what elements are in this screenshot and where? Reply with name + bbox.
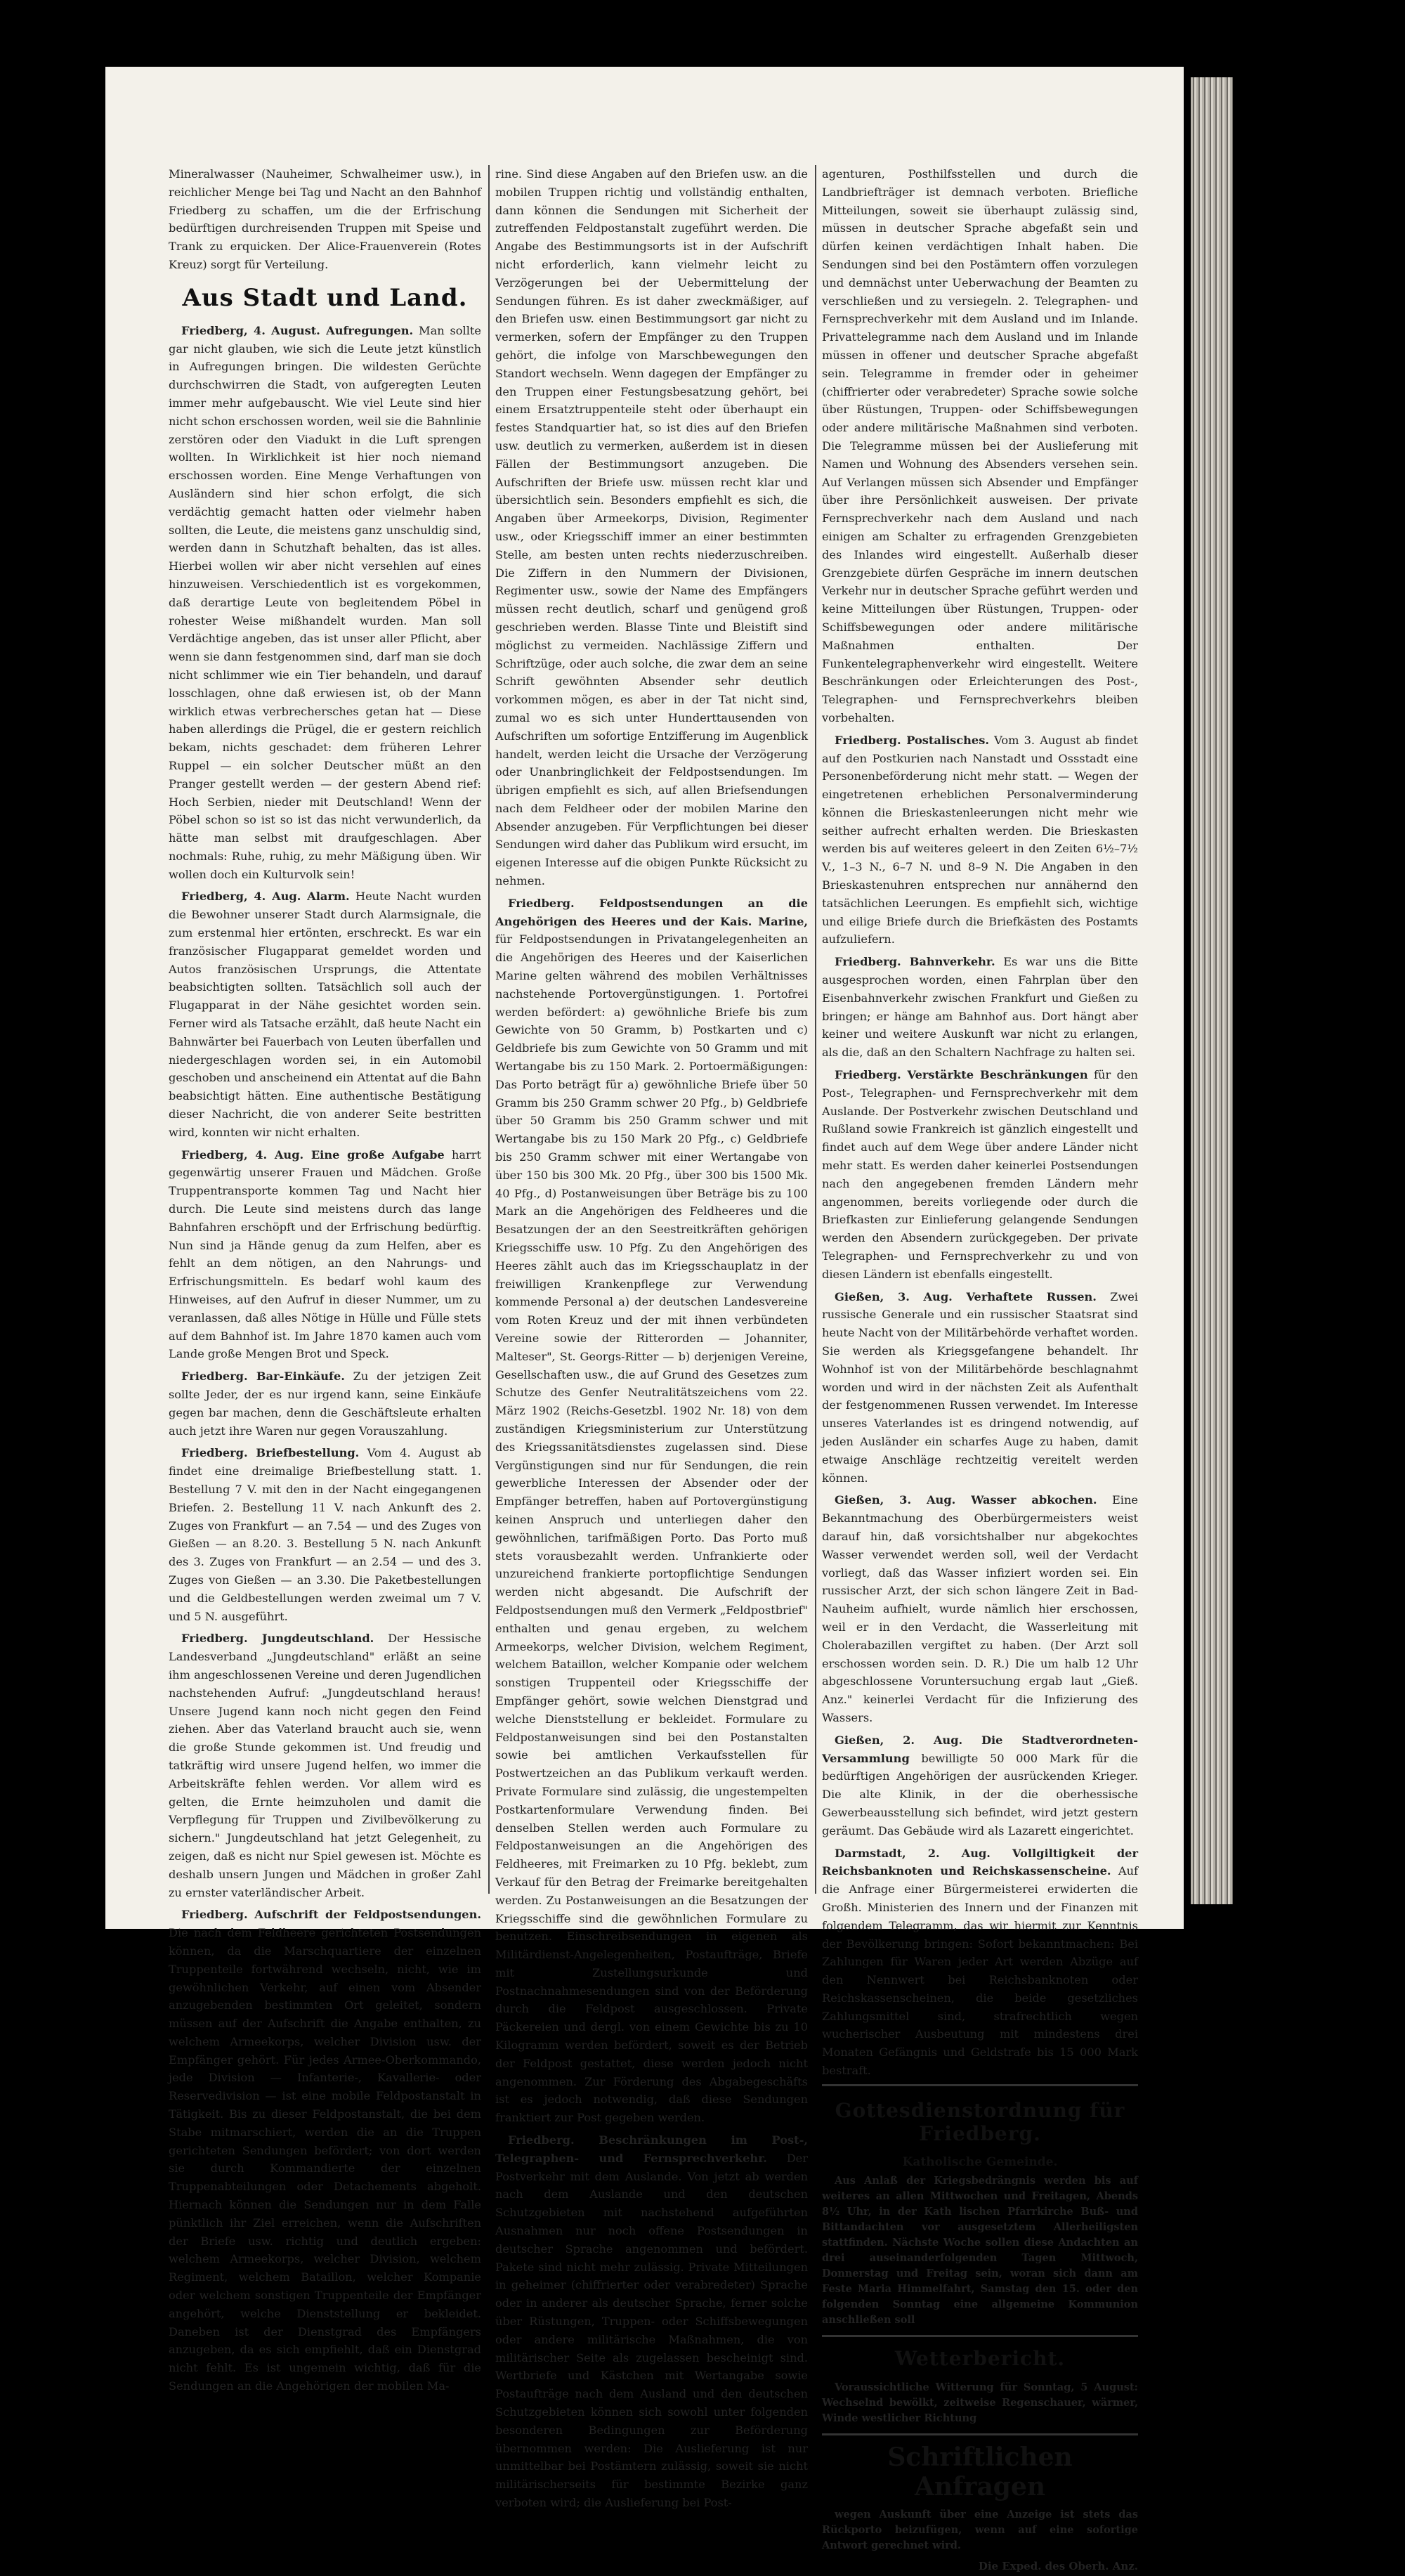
section-title: Aus Stadt und Land. [182,283,468,312]
church-title: Gottesdienstordnung für Friedberg. [835,2098,1125,2145]
inquiry-text: wegen Auskunft über eine Anzeige ist stets das Rückporto beizufügen, wenn auf eine sofortige Antwort gerechnet wird. [822,2508,1138,2551]
page-edge-stack [1191,77,1233,1904]
article-text: Die nach dem Feldheere gerichteten Postsendungen können, da die Marschquartiere der einzelnen Truppenteile fortwährend wechseln, nicht, wie im gewöhnlichen Verkehr, auf einen vom Absender anzugebenden bestimmten Ort geleitet, sondern müssen auf der Aufschrift die Angabe enthalten, zu welchem Armeekorps, welcher Division usw. der Empfänger gehört. Für jedes Armee-Oberkommando, jede Division — Infanterie-, Kavallerie- oder Reservedivision — ist eine mobile Feldpostanstalt in Tätigkeit. Bis zu dieser Feldpostanstalt, die bei dem Stabe mitmarschiert, werden die an die Truppen gerichteten Sendungen befördert; von dort werden sie durch Kommandierte der einzelnen Truppenabteilungen oder Detachements abgeholt. Hiernach können die Sendungen nur in dem Falle pünktlich ihr Ziel erreichen, wenn die Aufschriften der Briefe usw. richtig und deutlich ergeben: welchem Armeekorps, welcher Division, welchem Regiment, welchem Bataillon, welcher Kompanie oder welchem sonstigen Truppenteile der Empfänger angehört, welche Dienststellung er bekleidet. Daneben ist der Dienstgrad des Empfängers anzugeben, da es sich empfiehlt, daß ein Dienstgrad nicht fehlt. Es ist ungemein wichtig, daß für die Sendungen an die Angehörigen der mobilen Ma- [169,1926,481,2393]
article-lead: Gießen, 3. Aug. Verhaftete Russen. [835,1289,1097,1303]
article [822,1731,1138,1840]
article [822,1066,1138,1284]
article-text: Heute Nacht wurden die Bewohner unserer Stadt durch Alarmsignale, die zum erstenmal hier ertönten, erschreckt. Es war ein französischer Flugapparat gemeldet worden und Autos französischen Ursprungs, die Attentate beabsichtigten sollten. Tatsächlich soll auch der Flugapparat in der Nähe gesichtet worden sein. Ferner wird als Tatsache erzählt, daß heute Nacht ein Bahnwärter bei Fauerbach von Leuten überfallen und niedergeschlagen worden sei, in ein Automobil geschoben und anscheinend ein Attentat auf die Bahn beabsichtigt hätten. Eine authentische Bestätigung dieser Nachricht, die von anderer Seite bestritten wird, konnten wir nicht erhalten. [169,890,481,1139]
weather-text: Voraussichtliche Witterung für Sonntag, 5 August: Wechselnd bewölkt, zeitweise Regenschauer, wärmer, Winde westlicher Richtung [822,2381,1138,2424]
article-text: Man sollte gar nicht glauben, wie sich die Leute jetzt künstlich in Aufregungen bringen. Die wildesten Gerüchte durchschwirren die Stadt, von aufgeregten Leuten immer mehr aufgebauscht. Wie viel Leute sind hier nicht schon erschossen worden, weil sie die Bahnlinie zerstören oder den Viadukt in die Luft sprengen wollten. In Wirklichkeit ist hier noch niemand erschossen worden. Eine Menge Verhaftungen von Ausländern sind hier schon erfolgt, die sich verdächtig gemacht hatten oder vielmehr haben sollten, die Leute, die meistens ganz unschuldig sind, werden dann in Schutzhaft behalten, das ist alles. Hierbei wollen wir aber nicht versehlen auf eines hinzuweisen. Verschiedentlich ist es vorgekommen, daß derartige Leute von begleitendem Pöbel in rohester Weise mißhandelt wurden. Man soll Verdächtige angeben, das ist unser aller Pflicht, aber wenn sie dann festgenommen sind, darf man sie doch nicht schlimmer wie ein Tier behandeln, und darauf losschlagen, ohne daß erwiesen ist, ob der Mann wirklich etwas verbrechersches getan hat — Diese haben allerdings die Prügel, die er gestern reichlich bekam, nichts geschadet: dem früheren Lehrer Ruppel — ein solcher Deutscher müßt an den Pranger gestellt werden — der gestern Abend rief: Hoch Serbien, nieder mit Deutschland! Wenn der Pöbel schon so ist so ist das nicht verwunderlich, da hätte man selbst mit draufgeschlagen. Aber nochmals: Ruhe, ruhig, zu mehr Mäßigung üben. Wir wollen doch ein Kulturvolk sein! [169,323,481,881]
article [169,887,481,1141]
article-text: Auf die Anfrage einer Bürgermeisterei erwiderten die Großh. Ministerien des Innern und der Finanzen mit folgendem Telegramm, das wir hiermit zur Kenntnis der Bevölkerung bringen: Sofort bekanntmachen: Bei Zahlungen für Waren jeder Art werden Abzüge auf den Nennwert bei Reichsbanknoten oder Reichskassenscheinen, die beide gesetzliches Zahlungsmittel sind, strafrechtlich wegen wucherischer Ausbeutung mit mindestens drei Monaten Gefängnis und Geldstrafe bis 15 000 Mark bestraft. [822,1864,1138,2078]
church-text: Aus Anlaß der Kriegsbedrängnis werden bis auf weiteres an allen Mittwochen und Freitagen, Abends 8½ Uhr, in der Kath lischen Pfarrkirche Buß- und Bittandachten vor ausgesetztem Allerheiligsten stattfinden. Nächste Woche sollen diese Andachten an drei auseinanderfolgenden Tagen Mittwoch, Donnerstag und Freitag sein, woran sich dann am Feste Maria Himmelfahrt, Samstag den 15. oder den folgenden Sonntag eine allgemeine Kommunion anschließen soll [822,2174,1138,2326]
newspaper-page [105,67,1184,2572]
column-1 [169,165,481,2393]
article-lead: Friedberg. Feldpostsendungen an die Angehörigen des Heeres und der Kais. Marine, [495,896,808,928]
article-text: rine. Sind diese Angaben auf den Briefen usw. an die mobilen Truppen richtig und vollständig enthalten, dann können die Sendungen mit Sicherheit der zutreffenden Feldpostanstalt zugeführt werden. Die Angabe des Bestimmungsorts ist in der Aufschrift nicht erforderlich, kann vielmehr leicht zu Verzögerungen bei der Uebermittelung der Sendungen führen. Es ist daher zweckmäßiger, auf den Briefen usw. einen Bestimmungsort gar nicht zu vermerken, sofern der Empfänger zu den Truppen gehört, die infolge von Marschbewegungen den Standort wechseln. Wenn dagegen der Empfänger zu den Truppen einer Festungsbesatzung gehört, bei einem Ersatztruppenteile steht oder überhaupt ein festes Standquartier hat, so ist dies auf den Briefen usw. deutlich zu vermerken, außerdem ist in diesen Fällen der Bestimmungsort anzugeben. Die Aufschriften der Briefe usw. müssen recht klar und übersichtlich sein. Besonders empfiehlt es sich, die Angaben über Armeekorps, Division, Regimenter usw., oder Kriegsschiff immer an einer bestimmten Stelle, am besten unten rechts niederzuschreiben. Die Ziffern in den Nummern der Divisionen, Regimenter usw., sowie der Name des Empfängers müssen recht deutlich, scharf und genügend groß geschrieben werden. Blasse Tinte und Bleistift sind möglichst zu vermeiden. Nachlässige Ziffern und Schriftzüge, oder auch solche, die zwar dem an seine Schrift gewöhnten Absender sehr deutlich vorkommen mögen, es aber in der Tat nicht sind, zumal wo es sich unter Hunderttausenden von Aufschriften um sofortige Entzifferung im Augenblick handelt, werden leicht die Ursache der Verzögerung oder Unanbringlichkeit der Feldpostsendungen. Im übrigen empfiehlt es sich, auf allen Briefsendungen nach dem Feldheer oder der mobilen Marine den Absender anzugeben. Für Verpflichtungen bei dieser Sendungen wird daher das Publikum wird ersucht, im eigenen Interesse auf die obigen Punkte Rücksicht zu nehmen. [495,167,808,888]
article-text: bewilligte 50 000 Mark für die bedürftigen Angehörigen der ausrückenden Krieger. Die alte Klinik, in der die oberhessische Gewerbeausstellung sich befindet, wird jetzt gestern geräumt. Das Gebäude wird als Lazarett eingerichtet. [822,1751,1138,1837]
article-lead: Friedberg. Postalisches. [835,733,989,747]
article-text: agenturen, Posthilfsstellen und durch die Landbriefträger ist demnach verboten. Briefliche Mitteilungen, soweit sie überhaupt zulässig sind, müssen in deutscher Sprache abgefaßt sein und dürfen keinen verdächtigen Inhalt haben. Die Sendungen sind bei den Postämtern offen vorzulegen und demnächst unter Ueberwachung der Beamten zu verschließen und zu versiegeln. 2. Telegraphen- und Fernsprechverkehr mit dem Ausland und im Inlande. Privattelegramme nach dem Ausland und im Inlande müssen in offener und deutscher Sprache abgefaßt sein. Telegramme in fremder oder in geheimer (chiffrierter oder verabredeter) Sprache sowie solche über Rüstungen, Truppen- oder Schiffsbewegungen oder andere militärische Maßnahmen sind verboten. Die Telegramme müssen bei der Auslieferung mit Namen und Wohnung des Absenders versehen sein. Auf Verlangen müssen sich Absender und Empfänger über ihre Persönlichkeit ausweisen. Der private Fernsprechverkehr nach dem Ausland und nach einigen am Schalter zu erfragenden Grenzgebieten des Inlandes wird eingestellt. Außerhalb dieser Grenzgebiete dürfen Gespräche im innern deutschen Verkehr nur in deutscher Sprache geführt werden und keine Mitteilungen über Rüstungen, Truppen- oder Schiffsbewegungen oder andere militärische Maßnahmen enthalten. Der Funkentelegraphenverkehr wird eingestellt. Weitere Beschränkungen oder Erleichterungen des Post-, Telegraphen- und Fernsprechverkehrs bleiben vorbehalten. [822,167,1138,724]
article [169,322,481,884]
article-text: Es war uns die Bitte ausgesprochen worden, einen Fahrplan über den Eisenbahnverkehr zwischen Frankfurt und Gießen zu bringen; er hänge am Bahnhof aus. Dort hängt aber keiner und weitere Auskunft war nicht zu erlangen, als die, daß an den Schaltern Nachfrage zu halten sei. [822,955,1138,1060]
article [169,1146,481,1364]
column-2 [495,165,808,2509]
intro-paragraph: Mineralwasser (Nauheimer, Schwalheimer usw.), in reichlicher Menge bei Tag und Nacht an den Bahnhof Friedberg zu schaffen, um die der Erfrischung bedürftigen durchreisenden Truppen mit Speise und Trank zu erquicken. Der Alice-Frauenverein (Rotes Kreuz) sorgt für Verteilung. [169,167,481,271]
article [822,1845,1138,2080]
article-lead: Darmstadt, 2. Aug. Vollgiltigkeit der Reichsbanknoten und Reichskassenscheine. [822,1846,1138,1878]
article-text: Zu der jetzigen Zeit sollte Jeder, der es nur irgend kann, seine Einkäufe gegen bar machen, denn die Geschäftsleute erhalten auch jetzt ihre Waren nur gegen Vorauszahlung. [169,1370,481,1438]
article-text: Eine Bekanntmachung des Oberbürgermeisters weist darauf hin, daß vorsichtshalber nur abgekochtes Wasser verwendet werden soll, weil der Verdacht vorliegt, daß das Wasser infiziert worden sei. Ein russischer Arzt, der sich schon längere Zeit in Bad-Nauheim aufhielt, wurde nämlich hier erschossen, weil er in den Verdacht, die Wasserleitung mit Cholerabazillen vergiftet zu haben. (Der Arzt soll erschossen worden sein. D. R.) Die um halb 12 Uhr abgeschlossene Voruntersuchung ergab laut „Gieß. Anz." keinerlei Verdacht für die Infizierung des Wassers. [822,1493,1138,1724]
divider [822,2335,1138,2337]
article-lead: Gießen, 3. Aug. Wasser abkochen. [835,1493,1097,1507]
article [169,1906,481,2395]
church-subtitle: Katholische Gemeinde. [902,2154,1058,2169]
article-lead: Friedberg. Bar-Einkäufe. [181,1370,345,1384]
article-text: Vom 4. August ab findet eine dreimalige Briefbestellung statt. 1. Bestellung 7 V. mit den in der Nacht eingegangenen Briefen. 2. Bestellung 11 V. nach Ankunft des 2. Zuges von Frankfurt — an 7.54 — und des Zuges von Gießen — an 8.20. 3. Bestellung 5 N. nach Ankunft des 3. Zuges von Frankfurt — an 2.54 — und des 3. Zuges von Gießen — an 3.30. Die Paketbestellungen und die Geldbestellungen werden zweimal um 7 V. und 5 N. ausgeführt. [169,1446,481,1623]
article [822,1288,1138,1488]
article-text: für den Post-, Telegraphen- und Fernsprechverkehr mit dem Auslande. Der Postverkehr zwischen Deutschland und Rußland sowie Frankreich ist gänzlich eingestellt und findet auch auf dem Wege über andere Länder nicht mehr statt. Es werden daher keinerlei Postsendungen nach den angegebenen fremden Ländern mehr angenommen, bereits vorliegende oder durch die Briefkasten zur Einlieferung gelangende Sendungen werden den Absendern zurückgegeben. Der private Telegraphen- und Fernsprechverkehr zu und von diesen Ländern ist ebenfalls eingestellt. [822,1068,1138,1281]
column-divider [815,165,816,1894]
divider [822,2433,1138,2435]
article-text: harrt gegenwärtig unserer Frauen und Mädchen. Große Truppentransporte kommen Tag und Nacht hier durch. Die Leute sind meistens durch das lange Bahnfahren erschöpft und der Erfrischung bedürftig. Nun sind ja Hände genug da zum Helfen, aber es fehlt an dem nötigen, an den Nahrungs- und Erfrischungsmitteln. Es bedarf wohl kaum des Hinweises, auf den Aufruf in dieser Nummer, um zu veranlassen, daß alles Nötige in Hülle und Fülle stets auf dem Bahnhof ist. Im Jahre 1870 kamen auch vom Lande große Mengen Brot und Speck. [169,1147,481,1361]
inquiry-title: Schriftlichen Anfragen [887,2442,1073,2502]
church-notice [822,2084,1138,2328]
article-lead: Gießen, 2. Aug. Die Stadtverordneten-Versammlung [822,1733,1138,1765]
article [169,1629,481,1901]
article-text: Zwei russische Generale und ein russischer Staatsrat sind heute Nacht von der Militärbehörde verhaftet worden. Sie werden als Kriegsgefangene behandelt. Ihr Wohnhof ist von der Militärbehörde beschlagnahmt worden und wird in der nächsten Zeit als Aufenthalt der festgenommenen Russen verwendet. Im Interesse unseres Vaterlandes ist es dringend notwendig, auf jeden Ausländer ein scharfes Auge zu haben, damit etwaige Anschläge rechtzeitig vereitelt werden können. [822,1289,1138,1485]
column-divider [488,165,490,1894]
article [495,2131,808,2512]
article-text: Der Hessische Landesverband „Jungdeutschland" erläßt an seine ihm angeschlossenen Vereine und deren Jugendlichen nachstehenden Aufruf: „Jungdeutschland heraus! Unsere Jugend kann noch nicht gegen den Feind ziehen. Aber das Vaterland braucht auch sie, wenn die große Stunde gekommen ist. Und freudig und tatkräftig wird unsere Jugend helfen, wo immer die Arbeitskräfte fehlen werden. Vor allem wird es gelten, die Ernte heimzuholen und damit die Verpflegung für Truppen und Zivilbevölkerung zu sichern." Jungdeutschland hat jetzt Gelegenheit, zu zeigen, daß es nicht nur Spiel gewesen ist. Möchte es deshalb unsern Jungen und Mädchen in großer Zahl zu ernster vaterländischer Arbeit. [169,1632,481,1899]
signature: Die Exped. des Oberh. Anz. [978,2559,1138,2572]
article-lead: Friedberg. Verstärkte Beschränkungen [835,1068,1088,1082]
article-text: für Feldpostsendungen in Privatangelegenheiten an die Angehörigen des Heeres und der Kaiserlichen Marine gelten während des mobilen Verhältnisses nachstehende Portovergünstigungen. 1. Portofrei werden befördert: a) gewöhnliche Briefe bis zum Gewichte von 50 Gramm, b) Postkarten und c) Geldbriefe bis zum Gewichte von 50 Gramm und mit Wertangabe bis zu 150 Mark. 2. Portoermäßigungen: Das Porto beträgt für a) gewöhnliche Briefe über 50 Gramm bis 250 Gramm schwer 20 Pfg., b) Geldbriefe über 50 Gramm bis 250 Gramm schwer und mit Wertangabe bis zu 150 Mark 20 Pfg., c) Geldbriefe bis 250 Gramm schwer mit einer Wertangabe von über 150 bis 300 Mk. 20 Pfg., über 300 bis 1500 Mk. 40 Pfg., d) Postanweisungen über Beträge bis zu 100 Mark an die Angehörigen des Feldheeres und die Besatzungen der an den Seestreitkräften gehörigen Kriegsschiffe usw. 10 Pfg. Zu den Angehörigen des Heeres zählt auch das im Kriegsschauplatz in der freiwilligen Krankenpflege zur Verwendung kommende Personal a) der deutschen Landesvereine vom Roten Kreuz und der mit ihnen verbündeten Vereine sowie der Ritterorden — Johanniter, Malteser", St. Georgs-Ritter — b) derjenigen Vereine, Gesellschaften usw., die auf Grund des Gesetzes zum Schutze des Genfer Neutralitätszeichens vom 22. März 1902 (Reichs-Gesetzbl. 1902 Nr. 18) von dem zuständigen Kriegsministerium zur Unterstützung des Kriegssanitätsdienstes zugelassen sind. Diese Vergünstigungen sind nur für Sendungen, die rein gewerbliche Interessen der Absender oder der Empfänger betreffen, haben auf Portovergünstigung keinen Anspruch und unterliegen daher den gewöhnlichen, tarifmäßigen Porto. Das Porto muß stets vorausbezahlt werden. Unfrankierte oder unzureichend frankierte portopflichtige Sendungen werden nicht abgesandt. Die Aufschrift der Feldpostsendungen muß den Vermerk „Feldpostbrief" enthalten und genau ergeben, zu welchem Armeekorps, welcher Division, welchem Regiment, welchem Bataillon, welcher Kompanie oder welchem sonstigen Truppenteil oder Kriegsschiffe der Empfänger gehört, sowie welchen Dienstgrad und welche Dienststellung er bekleidet. Formulare zu Feldpostanweisungen sind bei den Postanstalten sowie bei amtlichen Verkaufsstellen für Postwertzeichen an das Publikum verkauft werden. Private Formulare sind zulässig, die ungestempelten Postkartenformulare Verwendung finden. Bei denselben Stellen werden auch Formulare zu Feldpostanweisungen an die Angehörigen des Feldheeres, mit Freimarken zu 10 Pfg. beklebt, zum Verkauf für den Betrag der Freimarke bereitgehalten werden. Zu Postanweisungen an die Besatzungen der Kriegsschiffe sind die gewöhnlichen Formulare zu benutzen. Einschreibsendungen in eigenen als Militärdienst-Angelegenheiten, Postaufträge, Briefe mit Zustellungsurkunde und Postnachnahmesendungen sind von der Beförderung durch die Feldpost ausgeschlossen. Private Päckereien und dergl. von einem Gewichte bis zu 10 Kilogramm werden befördert, soweit es der Betrieb der Feldpost gestattet, diese werden jedoch nicht angenommen. Zur Förderung des Abgabegeschäfts ist es jedoch notwendig, daß diese Sendungen franktiert zur Post gegeben werden. [495,932,808,2125]
article [822,165,1138,727]
article [169,1367,481,1440]
article-lead: Friedberg. Bahnverkehr. [835,955,995,969]
article-text: Der Postverkehr mit dem Auslande. Von jetzt ab werden nach dem Auslande und den deutschen Schutzgebieten mit nachstehend aufgeführten Ausnahmen nur noch offene Postsendungen in deutscher Sprache angenommen und befördert. Pakete sind nicht mehr zulässig. Private Mitteilungen in geheimer (chiffrierter oder verabredeter) Sprache oder in anderer als deutscher Sprache, ferner solche über Rüstungen, Truppen- oder Schiffsbewegungen oder andere militärische Maßnahmen, die von militärischer Seite als zugelassen bescheinigt sind. Wertbriefe und Kästchen mit Wertangabe sowie Postaufträge nach dem Ausland und den deutschen Schutzgebieten können sich sowohl unter folgenden besonderen Bedingungen zur Beförderung übernommen werden: Die Auslieferung ist nur unmittelbar bei Postämtern zulässig, soweit sie nicht militärischerseits für bestimmte Bezirke ganz verboten wird; die Auslieferung bei Post- [495,2151,808,2509]
article [495,895,808,2127]
article-lead: Friedberg. Jungdeutschland. [181,1632,374,1646]
article [822,1491,1138,1726]
article-lead: Friedberg. Briefbestellung. [181,1446,360,1460]
article [822,731,1138,949]
text-columns [169,165,1138,2572]
article-lead: Friedberg. Beschränkungen im Post-, Telegraphen- und Fernsprechverkehr. [495,2133,808,2165]
article [169,1444,481,1625]
article-lead: Friedberg. Aufschrift der Feldpostsendungen. [181,1908,481,1922]
article-lead: Friedberg, 4. Aug. Alarm. [181,890,350,904]
article [495,165,808,890]
weather-title: Wetterbericht. [894,2346,1066,2370]
article [822,953,1138,1062]
article-lead: Friedberg, 4. August. Aufregungen. [181,323,414,337]
article-lead: Friedberg, 4. Aug. Eine große Aufgabe [181,1147,445,1162]
article-text: Vom 3. August ab findet auf den Postkurien nach Nanstadt und Ossstadt eine Personenbeförderung nicht mehr statt. — Wegen der eingetretenen erheblichen Personalverminderung können die Brieskastenleerungen nicht mehr wie seither aufrecht erhalten werden. Die Brieskasten werden bis auf weiteres geleert in den Zeiten 6½–7½ V., 1–3 N., 6–7 N. und 8–9 N. Die Angaben in den Brieskastenuhren entsprechen nur annähernd den tatsächlichen Leerungen. Es empfiehlt sich, wichtige und eilige Briefe durch die Briefkästen des Postamts aufzuliefern. [822,733,1138,947]
column-3 [822,165,1138,2572]
